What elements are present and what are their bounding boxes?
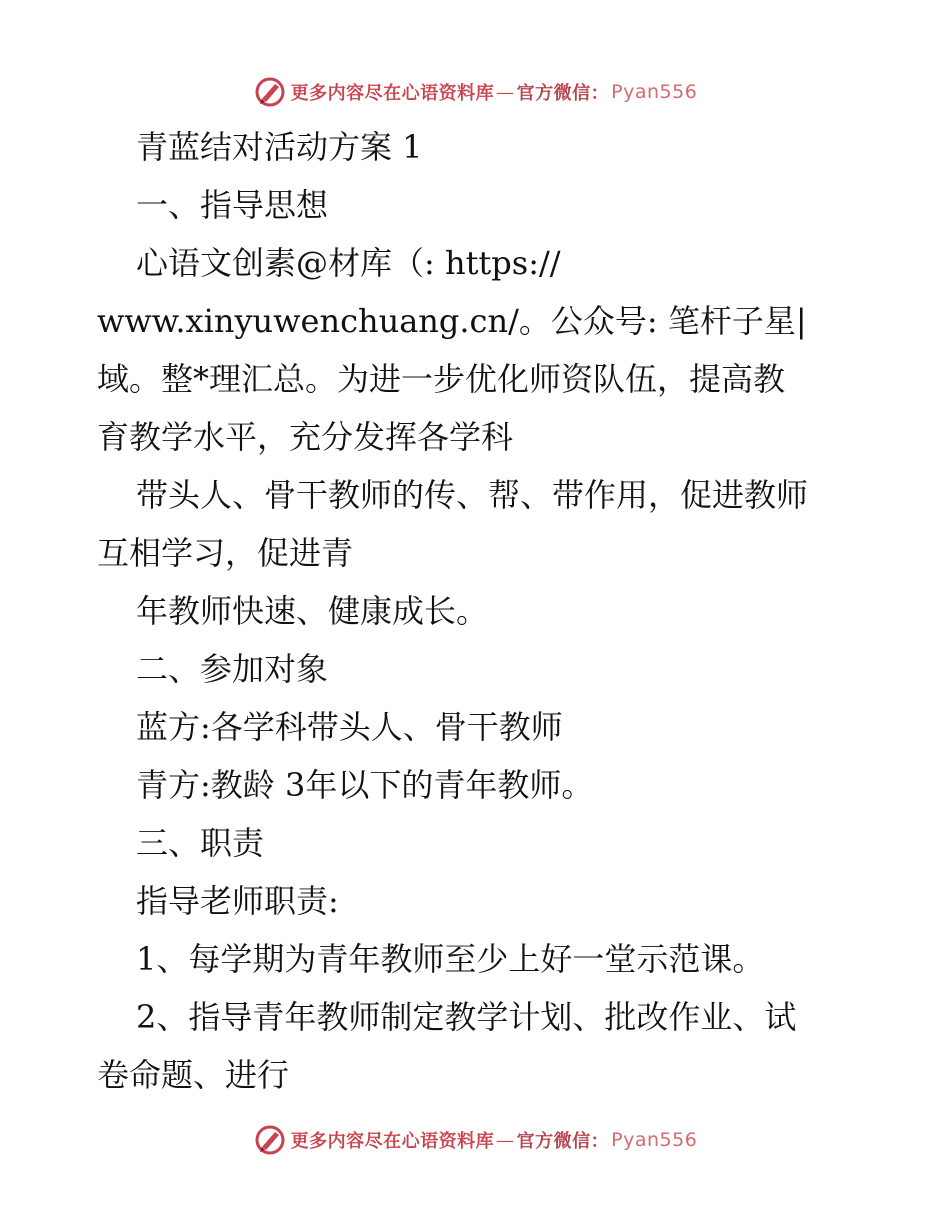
document-title: 青蓝结对活动方案 1	[136, 128, 423, 166]
section-heading-duties: 三、职责	[136, 824, 265, 862]
paragraph-line: 互相学习，促进青	[97, 534, 354, 572]
watermark-footer	[0, 1120, 950, 1160]
list-item-continuation: 卷命题、进行	[97, 1056, 290, 1094]
paragraph-line: 蓝方:各学科带头人、骨干教师	[136, 708, 563, 746]
pen-logo-icon	[253, 75, 287, 109]
list-item: 2、指导青年教师制定教学计划、批改作业、试	[136, 998, 797, 1036]
watermark-handle: Pyan556	[611, 1129, 698, 1151]
watermark-site: 更多内容尽在心语资料库	[290, 83, 495, 104]
watermark-handle: Pyan556	[611, 81, 698, 103]
watermark-site: 更多内容尽在心语资料库	[290, 1131, 495, 1152]
watermark-dash: —	[496, 1129, 515, 1151]
paragraph-line: 带头人、骨干教师的传、帮、带作用，促进教师	[136, 476, 809, 514]
list-item: 1、每学期为青年教师至少上好一堂示范课。	[136, 940, 765, 978]
paragraph-line: 心语文创素@材库（: https://	[136, 244, 561, 282]
pen-logo-icon	[253, 1123, 287, 1157]
paragraph-line: www.xinyuwenchuang.cn/。公众号: 笔杆子星|	[97, 302, 807, 340]
paragraph-line: 年教师快速、健康成长。	[136, 592, 489, 630]
document-body	[97, 118, 857, 1104]
watermark-wechat-label: 官方微信：	[516, 83, 610, 104]
section-heading-participants: 二、参加对象	[136, 650, 329, 688]
paragraph-line: 青方:教龄 3年以下的青年教师。	[136, 766, 594, 804]
paragraph-line: 域。整*理汇总。为进一步优化师资队伍，提高教	[97, 360, 786, 398]
watermark-wechat-label: 官方微信：	[516, 1131, 610, 1152]
subheading-mentor-duties: 指导老师职责:	[136, 882, 339, 920]
watermark-dash: —	[496, 81, 515, 103]
section-heading-guiding-ideology: 一、指导思想	[136, 186, 329, 224]
paragraph-line: 育教学水平，充分发挥各学科	[97, 418, 514, 456]
watermark-header	[0, 72, 950, 112]
